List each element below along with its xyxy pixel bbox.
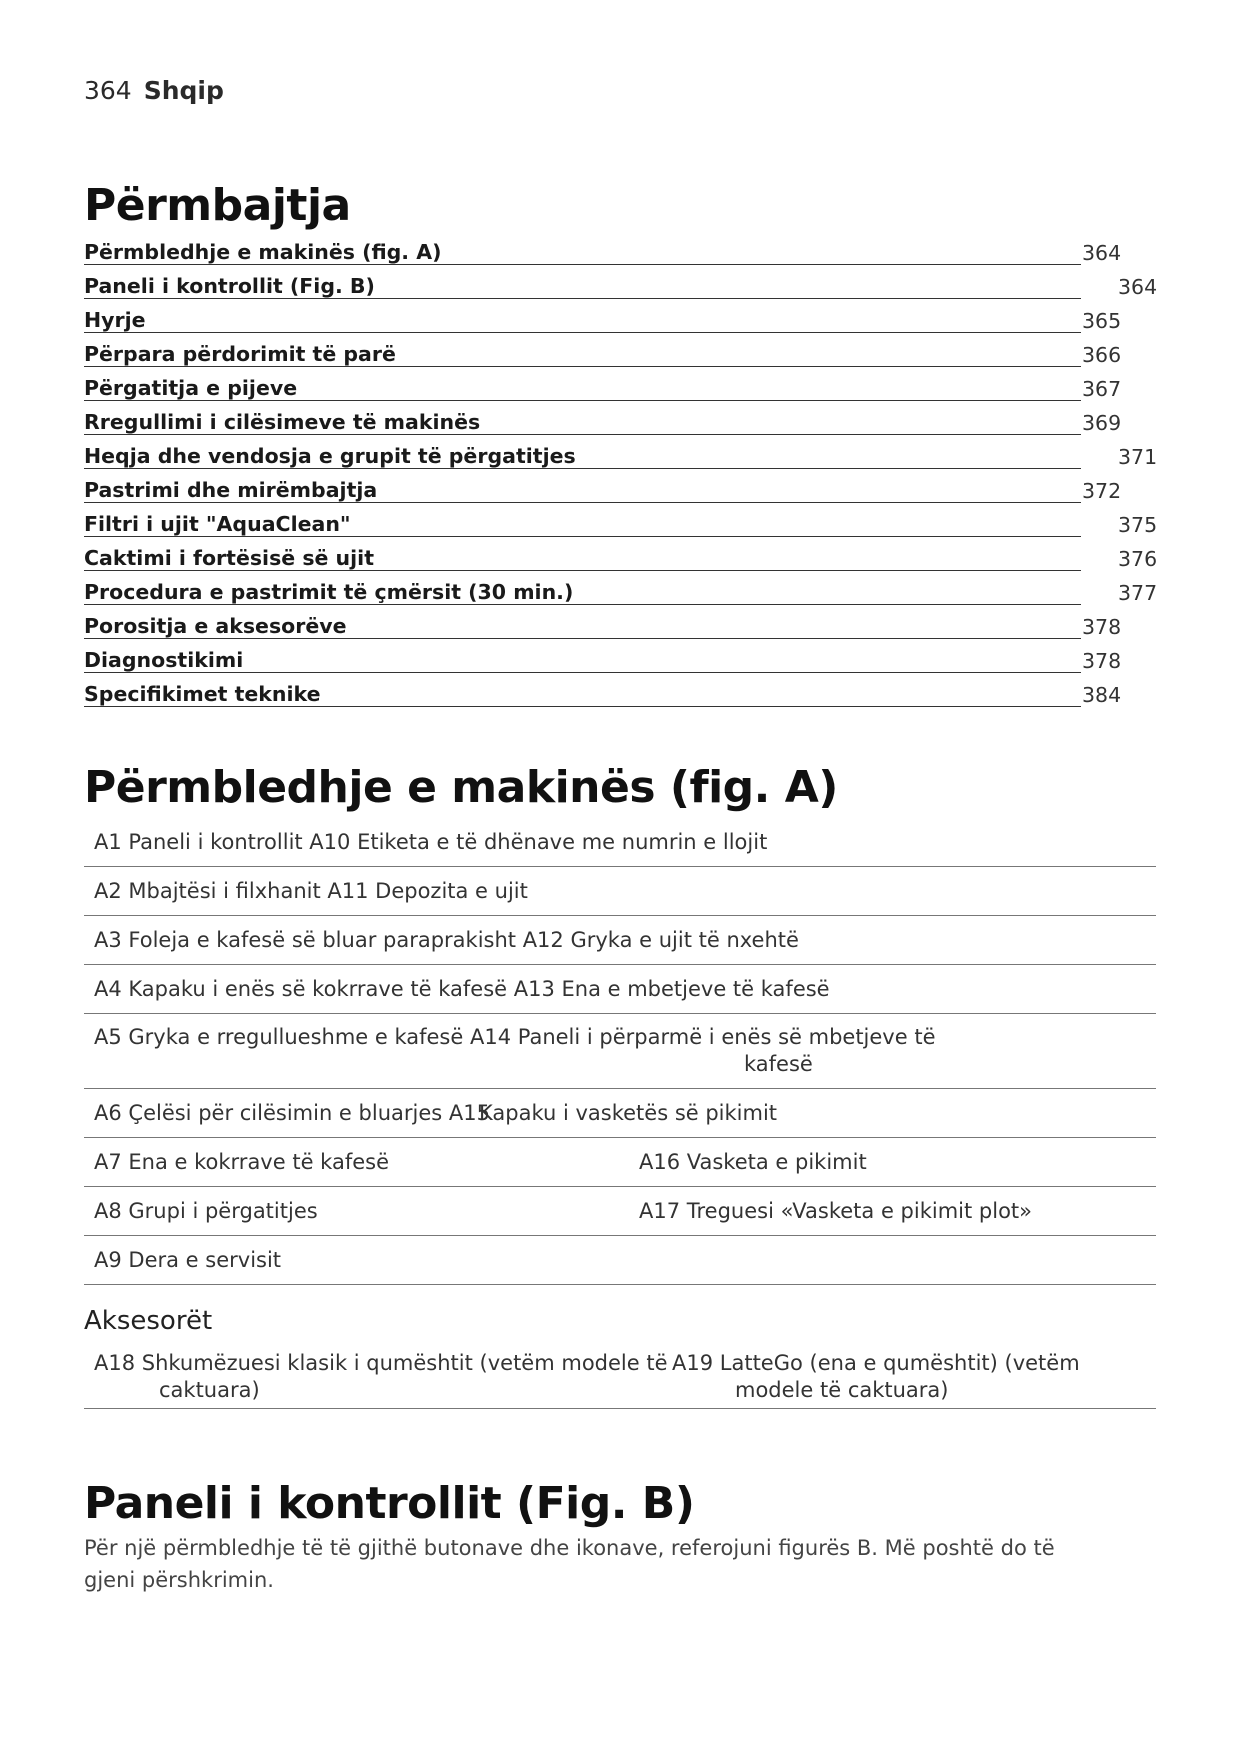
- toc-leader-line: [84, 502, 1081, 503]
- toc-entry-page: 365: [1082, 309, 1122, 333]
- toc-entry-label: Hyrje: [84, 308, 146, 332]
- parts-row: [84, 867, 1156, 916]
- toc-entry-page: 384: [1082, 683, 1122, 707]
- toc-entry[interactable]: [84, 648, 1159, 682]
- toc-entry[interactable]: [84, 444, 1159, 478]
- accessory-a19-line2: modele të caktuara): [735, 1378, 949, 1402]
- parts-cell-left: A1 Paneli i kontrollit A10 Etiketa e të dhënave me numrin e llojit: [94, 830, 768, 854]
- parts-cell-left: A9 Dera e servisit: [94, 1248, 282, 1272]
- toc-leader-line: [84, 468, 1081, 469]
- parts-row: [84, 916, 1156, 965]
- parts-cell-right: kafesë: [744, 1052, 813, 1076]
- accessory-a18-line1: A18 Shkumëzuesi klasik i qumështit (vetëm modele të: [94, 1351, 668, 1375]
- toc-entry-page: 378: [1082, 615, 1122, 639]
- toc-entry[interactable]: [84, 410, 1159, 444]
- toc-entry-label: Caktimi i fortësisë së ujit: [84, 546, 375, 570]
- parts-row: [84, 1138, 1156, 1187]
- toc-leader-line: [84, 366, 1081, 367]
- toc-entry[interactable]: [84, 308, 1159, 342]
- parts-table: [84, 818, 1156, 1285]
- toc-entry[interactable]: [84, 614, 1159, 648]
- parts-cell-right: Kapaku i vasketës së pikimit: [479, 1101, 778, 1125]
- accessory-a18-line2: caktuara): [159, 1378, 260, 1402]
- toc-leader-line: [84, 604, 1081, 605]
- toc-entry-page: 367: [1082, 377, 1122, 401]
- toc-entry-label: Përmbledhje e makinës (fig. A): [84, 240, 442, 264]
- toc-entry-label: Porositja e aksesorëve: [84, 614, 347, 638]
- toc-entry-label: Filtri i ujit "AquaClean": [84, 512, 351, 536]
- toc-entry-label: Diagnostikimi: [84, 648, 244, 672]
- language-label: Shqip: [143, 76, 224, 105]
- parts-cell-left: A5 Gryka e rregullueshme e kafesë A14 Paneli i përparmë i enës së mbetjeve të: [94, 1025, 936, 1049]
- toc-entry[interactable]: [84, 546, 1159, 580]
- toc-entry-label: Përpara përdorimit të parë: [84, 342, 396, 366]
- control-panel-title: Paneli i kontrollit (Fig. B): [84, 1478, 695, 1529]
- page-number: 364: [84, 76, 132, 105]
- accessories-heading: Aksesorët: [84, 1306, 213, 1336]
- parts-cell-left: A7 Ena e kokrrave të kafesë: [94, 1150, 389, 1174]
- parts-row: [84, 1236, 1156, 1285]
- toc-leader-line: [84, 332, 1081, 333]
- toc-entry-page: 364: [1118, 275, 1158, 299]
- toc-entry-label: Rregullimi i cilësimeve të makinës: [84, 410, 481, 434]
- parts-row: [84, 1014, 1156, 1089]
- table-of-contents: [84, 240, 1159, 716]
- toc-entry[interactable]: [84, 682, 1159, 716]
- toc-entry[interactable]: [84, 478, 1159, 512]
- parts-row: [84, 818, 1156, 867]
- toc-leader-line: [84, 264, 1081, 265]
- toc-leader-line: [84, 570, 1081, 571]
- parts-cell-right: A16 Vasketa e pikimit: [639, 1150, 867, 1174]
- toc-entry[interactable]: [84, 512, 1159, 546]
- toc-entry[interactable]: [84, 240, 1159, 274]
- accessory-a18: [94, 1350, 714, 1404]
- toc-entry-page: 377: [1118, 581, 1158, 605]
- toc-leader-line: [84, 536, 1081, 537]
- toc-entry-page: 375: [1118, 513, 1158, 537]
- toc-entry-label: Specifikimet teknike: [84, 682, 321, 706]
- toc-entry[interactable]: [84, 376, 1159, 410]
- accessory-a19-line1: A19 LatteGo (ena e qumështit) (vetëm: [672, 1351, 1080, 1375]
- toc-leader-line: [84, 400, 1081, 401]
- page-header: [84, 76, 224, 105]
- toc-entry-page: 371: [1118, 445, 1158, 469]
- toc-leader-line: [84, 706, 1081, 707]
- parts-cell-left: A8 Grupi i përgatitjes: [94, 1199, 318, 1223]
- parts-cell-left: A3 Foleja e kafesë së bluar paraprakisht A12 Gryka e ujit të nxehtë: [94, 928, 799, 952]
- toc-entry-page: 372: [1082, 479, 1122, 503]
- toc-entry-page: 366: [1082, 343, 1122, 367]
- toc-entry-label: Përgatitja e pijeve: [84, 376, 298, 400]
- toc-entry-label: Pastrimi dhe mirëmbajtja: [84, 478, 378, 502]
- accessories-table: [84, 1346, 1156, 1409]
- control-panel-description: Për një përmbledhje të të gjithë butonave dhe ikonave, referojuni figurës B. Më poshtë do të gjeni përshkrimin.: [84, 1536, 1055, 1592]
- toc-leader-line: [84, 638, 1081, 639]
- parts-cell-right: A17 Treguesi «Vasketa e pikimit plot»: [639, 1199, 1033, 1223]
- parts-cell-wrapped: [94, 1024, 936, 1078]
- parts-row: [84, 1187, 1156, 1236]
- accessory-a19: [672, 1350, 1152, 1404]
- toc-leader-line: [84, 672, 1081, 673]
- parts-row: [84, 965, 1156, 1014]
- toc-leader-line: [84, 434, 1081, 435]
- parts-cell-left: A6 Çelësi për cilësimin e bluarjes A15: [94, 1101, 490, 1125]
- parts-cell-left: A2 Mbajtësi i filxhanit A11 Depozita e ujit: [94, 879, 528, 903]
- toc-entry-page: 376: [1118, 547, 1158, 571]
- parts-cell-left: A4 Kapaku i enës së kokrrave të kafesë A13 Ena e mbetjeve të kafesë: [94, 977, 830, 1001]
- toc-entry-label: Heqja dhe vendosja e grupit të përgatitjes: [84, 444, 576, 468]
- toc-entry-label: Paneli i kontrollit (Fig. B): [84, 274, 375, 298]
- toc-entry[interactable]: [84, 580, 1159, 614]
- toc-entry[interactable]: [84, 342, 1159, 376]
- overview-title: Përmbledhje e makinës (fig. A): [84, 762, 838, 813]
- toc-entry-page: 369: [1082, 411, 1122, 435]
- toc-entry[interactable]: [84, 274, 1159, 308]
- toc-entry-page: 378: [1082, 649, 1122, 673]
- toc-title: Përmbajtja: [84, 180, 351, 231]
- toc-leader-line: [84, 298, 1081, 299]
- toc-entry-label: Procedura e pastrimit të çmërsit (30 min.): [84, 580, 574, 604]
- toc-entry-page: 364: [1082, 241, 1122, 265]
- parts-row: [84, 1089, 1156, 1138]
